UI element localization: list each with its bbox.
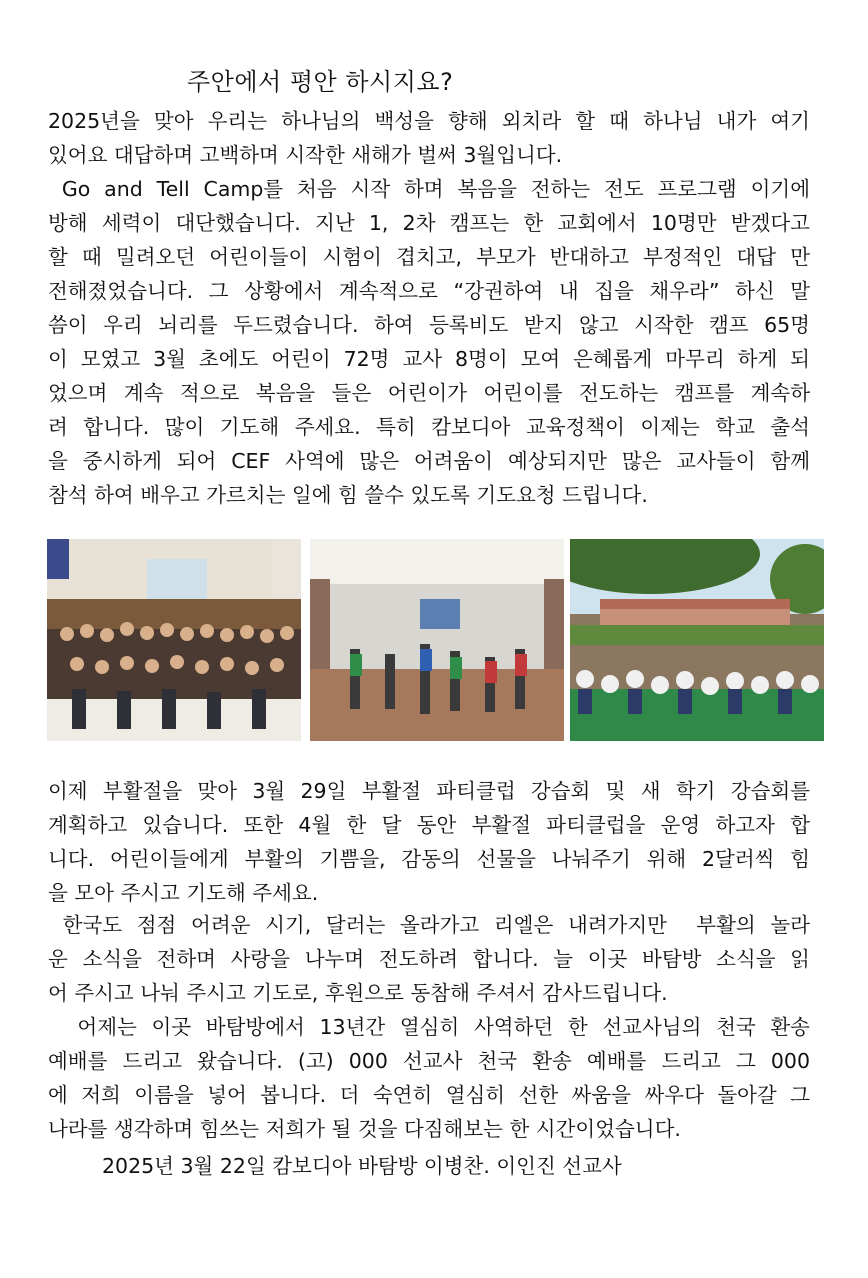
text-line: 었으며 계속 적으로 복음을 들은 어린이가 어린이를 전도하는 캠프를 계속하 xyxy=(48,381,810,405)
text-line: 씀이 우리 뇌리를 두드렸습니다. 하여 등록비도 받지 않고 시작한 캠프 65명 xyxy=(48,313,810,337)
letter-title: 주안에서 평안 하시지요? xyxy=(187,68,454,96)
text-line: 할 때 밀려오던 어린이들이 시험이 겹치고, 부모가 반대하고 부정적인 대답 만 xyxy=(48,245,810,269)
text-line: 이제 부활절을 맞아 3월 29일 부활절 파티클럽 강습회 및 새 학기 강습회를 xyxy=(48,779,810,803)
text-line: 한국도 점점 어려운 시기, 달러는 올라가고 리엘은 내려가지만 부활의 놀라 xyxy=(48,913,810,937)
paragraph-5 xyxy=(48,1010,810,1146)
text-line: 이 모였고 3월 초에도 어린이 72명 교사 8명이 모여 은혜롭게 마무리 하게 되 xyxy=(48,347,810,371)
paragraph-4 xyxy=(48,908,810,1010)
text-line: 있어요 대답하며 고백하며 시작한 새해가 벌써 3월입니다. xyxy=(48,143,563,167)
text-line: 2025년을 맞아 우리는 하나님의 백성을 향해 외치라 할 때 하나님 내가 여기 xyxy=(48,109,810,133)
text-line: 계획하고 있습니다. 또한 4월 한 달 동안 부활절 파티클럽을 운영 하고자 합 xyxy=(48,813,810,837)
hall-activity-photo xyxy=(310,539,564,741)
text-line: 운 소식을 전하며 사랑을 나누며 전도하려 합니다. 늘 이곳 바탐방 소식을 읽 xyxy=(48,947,810,971)
paragraph-1 xyxy=(48,104,810,172)
text-line: 니다. 어린이들에게 부활의 기쁨을, 감동의 선물을 나눠주기 위해 2달러씩 힘 xyxy=(48,847,810,871)
text-line: 방해 세력이 대단했습니다. 지난 1, 2차 캠프는 한 교회에서 10명만 받겠다고 xyxy=(48,211,810,235)
paragraph-2 xyxy=(48,172,810,512)
signature-line: 2025년 3월 22일 캄보디아 바탐방 이병찬. 이인진 선교사 xyxy=(102,1154,622,1178)
text-line: 참석 하여 배우고 가르치는 일에 힘 쓸수 있도록 기도요청 드립니다. xyxy=(48,483,648,507)
text-line: 을 중시하게 되어 CEF 사역에 많은 어려움이 예상되지만 많은 교사들이 함께 xyxy=(48,449,810,473)
text-line: 전해졌었습니다. 그 상황에서 계속적으로 “강권하여 내 집을 채우라” 하신 말 xyxy=(48,279,810,303)
text-line: 어제는 이곳 바탐방에서 13년간 열심히 사역하던 한 선교사님의 천국 환송 xyxy=(48,1015,810,1039)
outdoor-gathering-photo xyxy=(570,539,824,741)
text-line: 려 합니다. 많이 기도해 주세요. 특히 캄보디아 교육정책이 이제는 학교 출석 xyxy=(48,415,810,439)
group-photo xyxy=(47,539,301,741)
text-line: Go and Tell Camp를 처음 시작 하며 복음을 전하는 전도 프로그램 이기에 xyxy=(48,177,810,201)
text-line: 예배를 드리고 왔습니다. (고) 000 선교사 천국 환송 예배를 드리고 그 000 xyxy=(48,1049,810,1073)
paragraph-3 xyxy=(48,774,810,910)
text-line: 을 모아 주시고 기도해 주세요. xyxy=(48,881,319,905)
text-line: 어 주시고 나눠 주시고 기도로, 후원으로 동참해 주셔서 감사드립니다. xyxy=(48,981,668,1005)
text-line: 에 저희 이름을 넣어 봅니다. 더 숙연히 열심히 선한 싸움을 싸우다 돌아갈 그 xyxy=(48,1083,810,1107)
text-line: 나라를 생각하며 힘쓰는 저희가 될 것을 다짐해보는 한 시간이었습니다. xyxy=(48,1117,681,1141)
